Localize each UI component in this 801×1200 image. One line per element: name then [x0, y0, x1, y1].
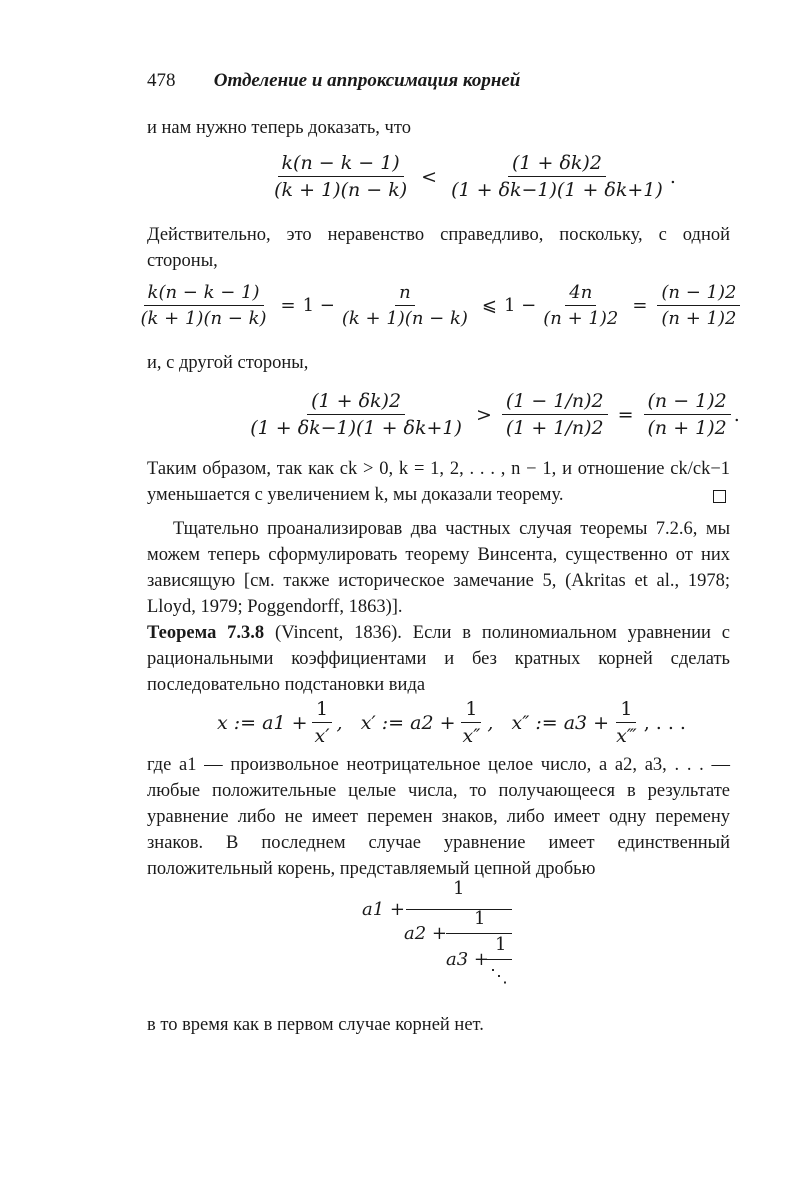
eq2-eq2: = [632, 295, 648, 316]
eq2-c-num: 4n [565, 282, 596, 306]
cf-one-2: 1 [474, 908, 486, 929]
cf-a1: a1 + [362, 899, 405, 920]
eq3-frac-a [246, 390, 466, 439]
eq3-c-den: (n + 1)2 [647, 417, 727, 439]
page-number: 478 [147, 70, 176, 91]
eq3-b-num: (1 − 1/n)2 [502, 390, 608, 415]
eq4-f2-den: x″ [462, 725, 481, 747]
paragraph-vincent-intro: Тщательно проанализировав два частных случая теоремы 7.2.6, мы можем теперь сформулировать теорему Винсента, существенно от них зависящую [см. также историческое замечание 5, (Akritas et al., 1978; Lloyd, 1979; Poggendorff, 1863)]. [147, 519, 730, 617]
paragraph-conclusion [147, 456, 730, 508]
eq3-a-num: (1 + δk)2 [307, 390, 405, 415]
cf-a2: a2 + [404, 923, 447, 944]
eq4-f2-num: 1 [461, 698, 481, 723]
eq1-rhs-den: (1 + δk−1)(1 + δk+1) [451, 179, 663, 201]
eq2-a-den: (k + 1)(n − k) [140, 308, 267, 329]
equation-3 [200, 390, 783, 439]
paragraph-final: в то время как в первом случае корней нет. [147, 1015, 484, 1035]
eq1-relation: < [421, 165, 438, 188]
eq2-b-num: n [395, 282, 415, 306]
eq2-one2: 1 − [503, 295, 537, 316]
qed-square-icon [713, 490, 726, 503]
eq4-f3-num: 1 [616, 698, 636, 723]
cf-a3: a3 + [446, 949, 489, 970]
eq4-frac-1 [311, 698, 334, 747]
eq4-f3-den: x‴ [616, 725, 637, 747]
continued-fraction [360, 878, 560, 998]
eq3-a-den: (1 + δk−1)(1 + δk+1) [250, 417, 462, 439]
eq4-frac-2 [459, 698, 485, 747]
eq2-frac-c [539, 282, 622, 329]
eq3-gt: > [475, 403, 492, 426]
eq3-c-num: (n − 1)2 [644, 390, 731, 415]
equation-1: $\frac{k(n - k - 1)}{(k + 1)(n - k)}$ < $\frac{(1 + \delta k)2}{(1 + \delta k-1)(1 + \delta k+1)}$ . [180, 152, 763, 201]
eq3-end: . [733, 403, 740, 426]
equation-substitutions [160, 698, 743, 747]
eq2-d-num: (n − 1)2 [657, 282, 740, 306]
eq1-lhs-fraction [270, 152, 411, 201]
eq4-x2: , x′ := a2 + [336, 711, 456, 734]
eq2-d-den: (n + 1)2 [661, 308, 737, 329]
eq2-frac-b [338, 282, 472, 329]
eq1-lhs-den: (k + 1)(n − k) [274, 179, 408, 201]
paragraph-other-side: и, с другой стороны, [147, 353, 309, 373]
cf-fraction-bar-1 [406, 909, 512, 910]
eq3-eq: = [617, 403, 634, 426]
eq1-rhs-num: (1 + δk)2 [508, 152, 606, 177]
page-header [147, 70, 520, 92]
conclusion-text: Таким образом, так как ck > 0, k = 1, 2, . . . , n − 1, и отношение ck/ck−1 уменьшается с увеличением k, мы доказали теорему. [147, 459, 730, 505]
eq3-frac-c [644, 390, 731, 439]
paragraph-indeed: Действительно, это неравенство справедливо, поскольку, с одной стороны, [147, 225, 730, 271]
eq4-f1-den: x′ [314, 725, 330, 747]
theorem-source: (Vincent, 1836). [275, 623, 402, 643]
eq4-x3: , x″ := a3 + [487, 711, 610, 734]
cf-one-1: 1 [453, 878, 465, 899]
theorem-label: Теорема 7.3.8 [147, 623, 265, 643]
eq2-one1: 1 − [302, 295, 335, 316]
running-title: Отделение и аппроксимация корней [213, 70, 521, 91]
theorem-text: Если в полиномиальном уравнении с рациональными коэффициентами и без кратных корней сделать последовательно подстановки вида [147, 623, 731, 695]
eq2-frac-d [657, 282, 740, 329]
eq2-c-den: (n + 1)2 [543, 308, 619, 329]
eq4-f1-num: 1 [312, 698, 332, 723]
eq4-x1: x := a1 + [217, 711, 308, 734]
eq2-a-num: k(n − k − 1) [144, 282, 264, 306]
eq4-frac-3 [612, 698, 641, 747]
eq2-frac-a [137, 282, 271, 329]
cf-dots: ⋱ [490, 966, 508, 987]
eq2-eq1: = [280, 295, 296, 316]
eq1-lhs-num: k(n − k − 1) [278, 152, 404, 177]
eq4-tail: , . . . [643, 711, 686, 734]
cf-fraction-bar-3 [486, 959, 512, 960]
eq2-b-den: (k + 1)(n − k) [341, 308, 468, 329]
eq3-b-den: (1 + 1/n)2 [505, 417, 604, 439]
equation-2 [140, 282, 737, 329]
theorem-statement [147, 620, 730, 698]
paragraph-intro: и нам нужно теперь доказать, что [147, 118, 411, 138]
eq2-le: ⩽ [481, 295, 497, 316]
eq3-frac-b [502, 390, 608, 439]
paragraph-theorem-continuation: где a1 — произвольное неотрицательное целое число, а a2, a3, . . . — любые положительные целые числа, то получающееся в результате уравнение либо не имеет перемен знаков, либо имеет одну перемену знаков. В последнем случае уравнение имеет единственный положительный корень, представляемый цепной дробью [147, 755, 730, 879]
eq1-rhs-fraction [447, 152, 667, 201]
cf-one-3: 1 [495, 934, 507, 955]
